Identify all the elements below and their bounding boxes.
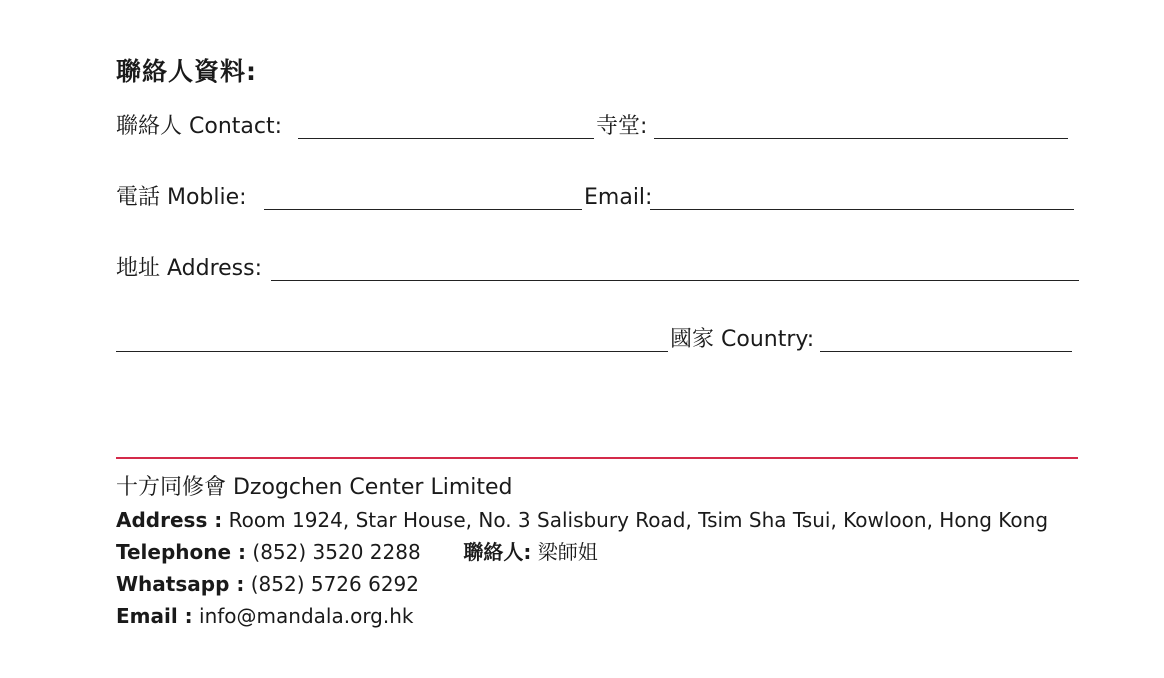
contact-label: 聯絡人 Contact:: [116, 114, 282, 139]
country-row: [116, 325, 1076, 359]
organization-name: 十方同修會 Dzogchen Center Limited: [116, 475, 513, 500]
temple-label: 寺堂:: [596, 114, 648, 139]
footer-email-line: [116, 600, 1116, 632]
temple-field[interactable]: [654, 138, 1068, 139]
footer-address-value: Room 1924, Star House, No. 3 Salisbury Road, Tsim Sha Tsui, Kowloon, Hong Kong: [228, 508, 1049, 532]
footer-contact-person-label: 聯絡人:: [463, 540, 532, 564]
footer-whatsapp-label: Whatsapp :: [116, 572, 245, 596]
footer-contact-info: [116, 472, 1116, 632]
footer-email-value[interactable]: info@mandala.org.hk: [199, 604, 414, 628]
address-row: [116, 254, 1081, 288]
footer-telephone-line: [116, 536, 1116, 568]
address-continuation-field[interactable]: [116, 351, 668, 352]
email-label: Email:: [584, 185, 653, 210]
section-title: 聯絡人資料:: [116, 57, 257, 86]
footer-divider: [116, 457, 1078, 459]
address-label: 地址 Address:: [116, 256, 263, 281]
footer-whatsapp-line: [116, 568, 1116, 600]
mobile-field[interactable]: [264, 209, 582, 210]
footer-whatsapp-value: (852) 5726 6292: [250, 572, 420, 596]
country-field[interactable]: [820, 351, 1072, 352]
footer-telephone-value: (852) 3520 2288: [252, 540, 421, 564]
footer-telephone-label: Telephone :: [116, 540, 247, 564]
contact-field[interactable]: [298, 138, 594, 139]
address-field[interactable]: [271, 280, 1079, 281]
mobile-label: 電話 Moblie:: [116, 185, 247, 210]
footer-email-label: Email :: [116, 604, 193, 628]
mobile-row: [116, 183, 1076, 217]
footer-address-label: Address :: [116, 508, 223, 532]
footer-address-line: [116, 504, 1116, 536]
contact-row: [116, 112, 1076, 146]
country-label: 國家 Country:: [670, 327, 815, 352]
email-field[interactable]: [650, 209, 1074, 210]
footer-contact-person-value: 梁師姐: [537, 540, 598, 564]
